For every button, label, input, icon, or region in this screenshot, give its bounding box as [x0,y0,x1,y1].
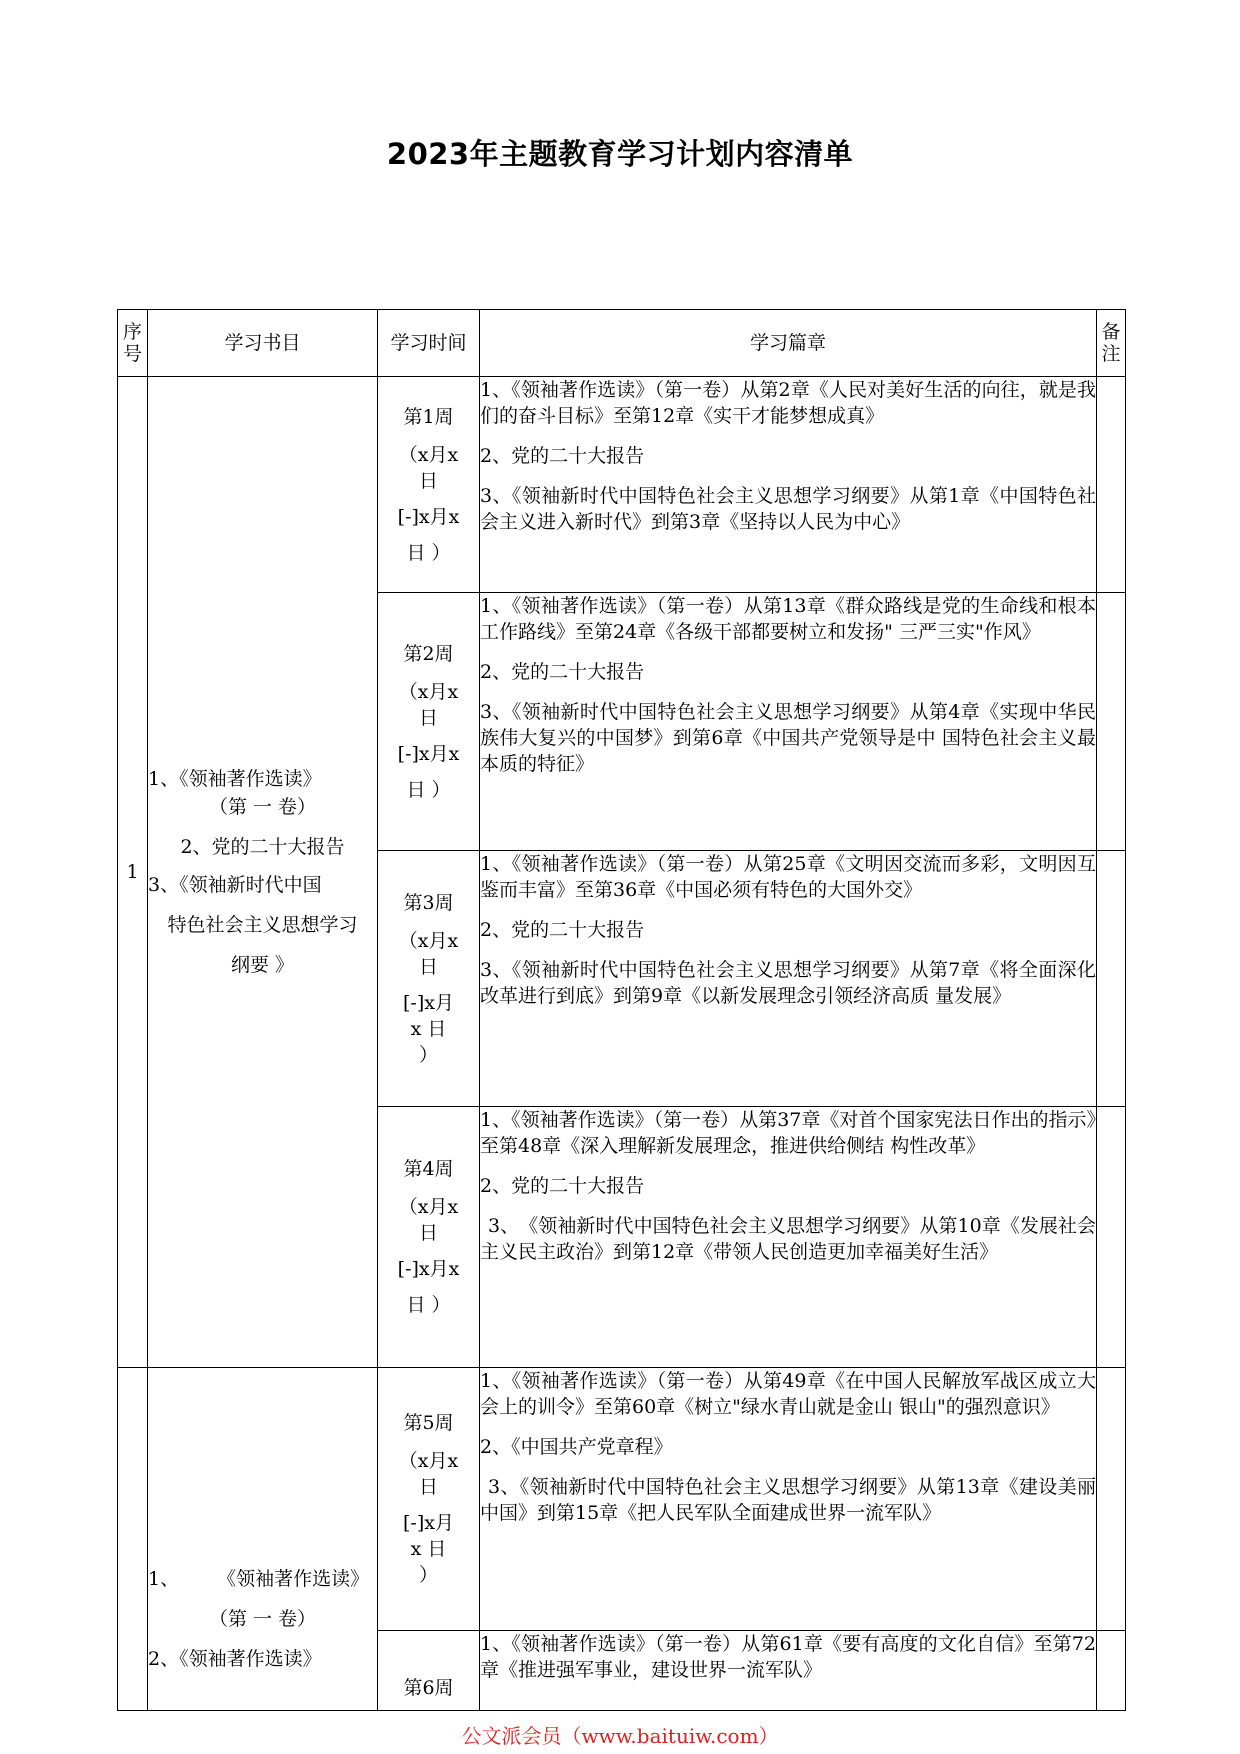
table-row [118,377,1126,593]
study-plan-table [117,309,1126,1711]
note-cell [1097,1631,1126,1711]
week-range: [-]x月 [403,1512,454,1534]
chapter-cell [480,1631,1097,1711]
week-range: 日 [418,1476,438,1498]
week-cell [378,851,480,1107]
book-list [148,377,378,1368]
week-range: 日 [418,1222,438,1244]
week-range: ） [418,1564,438,1586]
chapter-item: 2、党的二十大报告 [480,1175,645,1197]
chapter-item: 1、《领袖著作选读》（第一卷）从第61章《要有高度的文化自信》至第72章《推进强军事业，建设世界一流军队》 [480,1633,1096,1681]
week-range: （x月x [398,443,459,466]
week-cell [378,1107,480,1368]
week-range: （x月x [398,680,459,703]
week-range: 日 ） [406,778,451,801]
chapter-item: 1、《领袖著作选读》（第一卷）从第13章《群众路线是党的生命线和根本工作路线》至第24章《各级干部都要树立和发扬" 三严三实"作风》 [480,595,1096,643]
chapter-item: 3、 《领袖新时代中国特色社会主义思想学习纲要》从第10章《发展社会主义民主政治》到第12章《带领人民创造更加幸福美好生活》 [480,1215,1096,1263]
chapter-item: 3、《领袖新时代中国特色社会主义思想学习纲要》从第7章《将全面深化改革进行到底》到第9章《以新发展理念引领经济高质 量发展》 [480,959,1096,1007]
chapter-item: 3、《领袖新时代中国特色社会主义思想学习纲要》从第13章《建设美丽中国》到第15章《把人民军队全面建成世界一流军队》 [480,1476,1096,1524]
chapter-item: 2、《中国共产党章程》 [480,1436,673,1458]
row-seq: 1 [118,377,148,1368]
chapter-item: 3、《领袖新时代中国特色社会主义思想学习纲要》从第1章《中国特色社会主义进入新时代》到第3章《坚持以人民为中心》 [480,485,1096,533]
header-chapters: 学习篇章 [480,310,1097,377]
week-range: [-]x月x [397,505,460,528]
week-cell [378,593,480,851]
week-cell [378,1368,480,1631]
week-label: 第6周 [403,1677,454,1699]
chapter-item: 2、党的二十大报告 [480,919,645,941]
chapter-cell [480,851,1097,1107]
week-range: （x月x [398,1450,459,1472]
chapter-item: 3、《领袖新时代中国特色社会主义思想学习纲要》从第4章《实现中华民族伟大复兴的中国梦》到第6章《中国共产党领导是中 国特色社会主义最本质的特征》 [480,701,1096,775]
header-seq: 序号 [118,310,148,377]
book-line: 1、 《领袖著作选读》 [148,1568,370,1590]
book-line: 特色社会主义思想学习 [167,914,358,936]
week-range: [-]x月 [403,991,454,1014]
week-range: （x月x [398,1196,459,1218]
chapter-item: 1、《领袖著作选读》（第一卷）从第49章《在中国人民解放军战区成立大会上的训令》至第60章《树立"绿水青山就是金山 银山"的强烈意识》 [480,1370,1096,1418]
note-cell [1097,1368,1126,1631]
week-label: 第5周 [403,1412,454,1434]
book-line: 2、《领袖著作选读》 [148,1648,322,1670]
note-cell [1097,1107,1126,1368]
note-cell [1097,593,1126,851]
week-range: （x月x [398,929,459,952]
week-range: x 日 [410,1017,447,1040]
week-range: 日 [418,469,438,492]
book-list [148,1368,378,1711]
week-cell [378,1631,480,1711]
week-label: 第2周 [403,642,454,665]
book-line: 1、《领袖著作选读》 [148,768,322,790]
header-book: 学习书目 [148,310,378,377]
note-cell [1097,377,1126,593]
week-range: [-]x月x [397,1258,460,1280]
week-range: 日 ） [406,1294,451,1316]
chapter-cell [480,377,1097,593]
book-line: 纲要 》 [230,954,295,976]
book-line: （第 一 卷） [208,796,317,818]
week-range: x 日 [410,1538,447,1560]
header-note: 备注 [1097,310,1126,377]
week-label: 第3周 [403,891,454,914]
chapter-item: 2、党的二十大报告 [480,661,645,683]
table-header-row [118,310,1126,377]
week-label: 第1周 [403,405,454,428]
chapter-cell [480,1368,1097,1631]
chapter-item: 1、《领袖著作选读》（第一卷）从第25章《文明因交流而多彩，文明因互鉴而丰富》至第36章《中国必须有特色的大国外交》 [480,853,1096,901]
chapter-cell [480,593,1097,851]
week-range: [-]x月x [397,742,460,765]
chapter-item: 2、党的二十大报告 [480,445,645,467]
page-title: 2023年主题教育学习计划内容清单 [386,137,854,171]
week-label: 第4周 [403,1158,454,1180]
book-line: 2、党的二十大报告 [180,836,345,858]
header-time: 学习时间 [378,310,480,377]
chapter-item: 1、《领袖著作选读》（第一卷）从第2章《人民对美好生活的向往，就是我们的奋斗目标》至第12章《实干才能梦想成真》 [480,379,1096,427]
book-line: 3、《领袖新时代中国 [148,874,322,896]
note-cell [1097,851,1126,1107]
week-range: 日 ） [406,541,451,564]
chapter-cell [480,1107,1097,1368]
book-line: （第 一 卷） [208,1608,317,1630]
table-row [118,1368,1126,1631]
chapter-item: 1、《领袖著作选读》（第一卷）从第37章《对首个国家宪法日作出的指示》至第48章《深入理解新发展理念，推进供给侧结 构性改革》 [480,1109,1096,1157]
week-range: 日 [418,706,438,729]
row-seq [118,1368,148,1711]
week-range: 日 [418,955,438,978]
week-range: ） [418,1043,438,1066]
watermark-footer: 公文派会员（www.baituiw.com） [461,1724,779,1748]
week-cell [378,377,480,593]
